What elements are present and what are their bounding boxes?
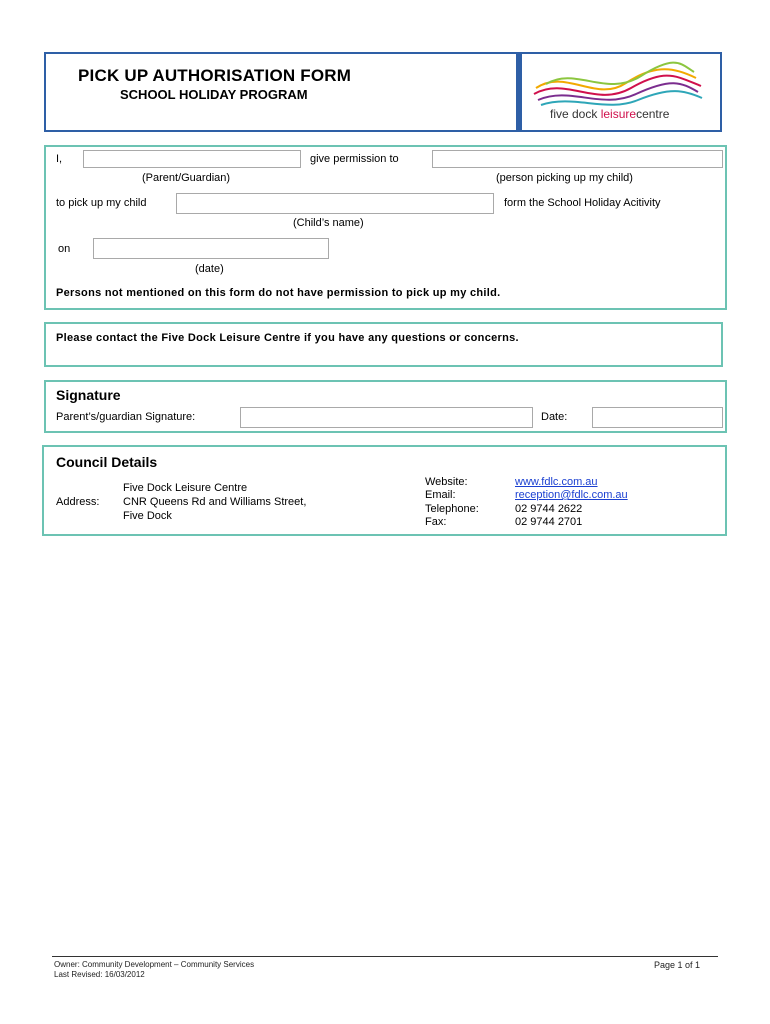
council-heading: Council Details — [56, 454, 158, 470]
telephone-label: Telephone: — [425, 503, 479, 515]
give-permission-label: give permission to — [310, 153, 399, 165]
fax-value: 02 9744 2701 — [515, 516, 583, 528]
footer-page-number: Page 1 of 1 — [654, 960, 701, 970]
contact-message: Please contact the Five Dock Leisure Centre if you have any questions or concerns. — [56, 332, 519, 344]
signature-heading: Signature — [56, 387, 121, 403]
signature-field[interactable] — [240, 407, 533, 428]
parent-guardian-caption: (Parent/Guardian) — [142, 172, 231, 184]
footer-revised: Last Revised: 16/03/2012 — [54, 970, 145, 979]
website-label: Website: — [425, 476, 468, 488]
footer-owner: Owner: Community Development – Community Services — [54, 960, 255, 969]
person-picking-up-caption: (person picking up my child) — [496, 172, 633, 184]
header-divider — [516, 54, 522, 130]
on-label: on — [58, 243, 71, 255]
email-label: Email: — [425, 489, 456, 501]
email-link[interactable]: reception@fdlc.com.au — [515, 489, 628, 501]
fax-label: Fax: — [425, 516, 447, 528]
parent-guardian-field[interactable] — [83, 150, 301, 168]
form-header — [44, 52, 722, 132]
signature-date-field[interactable] — [592, 407, 723, 428]
address-label: Address: — [56, 496, 100, 508]
website-link[interactable]: www.fdlc.com.au — [515, 476, 598, 488]
authorisation-section — [44, 145, 727, 310]
signature-section — [44, 380, 727, 433]
permission-notice: Persons not mentioned on this form do not have permission to pick up my child. — [56, 287, 501, 299]
footer-divider — [52, 956, 718, 957]
contact-section — [44, 322, 723, 367]
date-caption: (date) — [195, 263, 224, 275]
child-name-caption: (Child’s name) — [293, 217, 364, 229]
pickup-child-label: to pick up my child — [56, 197, 147, 209]
form-title: PICK UP AUTHORISATION FORM — [78, 66, 352, 85]
i-label: I, — [56, 153, 63, 165]
person-picking-up-field[interactable] — [432, 150, 723, 168]
signature-date-label: Date: — [541, 411, 568, 423]
from-activity-label: form the School Holiday Acitivity — [504, 197, 661, 209]
address-line-3: Five Dock — [123, 510, 172, 522]
fdlc-logo-text: five dock leisurecentre — [550, 107, 670, 121]
form-subtitle: SCHOOL HOLIDAY PROGRAM — [120, 87, 308, 102]
address-line-2: CNR Queens Rd and Williams Street, — [123, 496, 307, 508]
address-line-1: Five Dock Leisure Centre — [123, 482, 248, 494]
parent-signature-label: Parent’s/guardian Signature: — [56, 411, 196, 423]
child-name-field[interactable] — [176, 193, 494, 214]
telephone-value: 02 9744 2622 — [515, 503, 583, 515]
council-details-section — [42, 445, 727, 536]
date-field[interactable] — [93, 238, 329, 259]
